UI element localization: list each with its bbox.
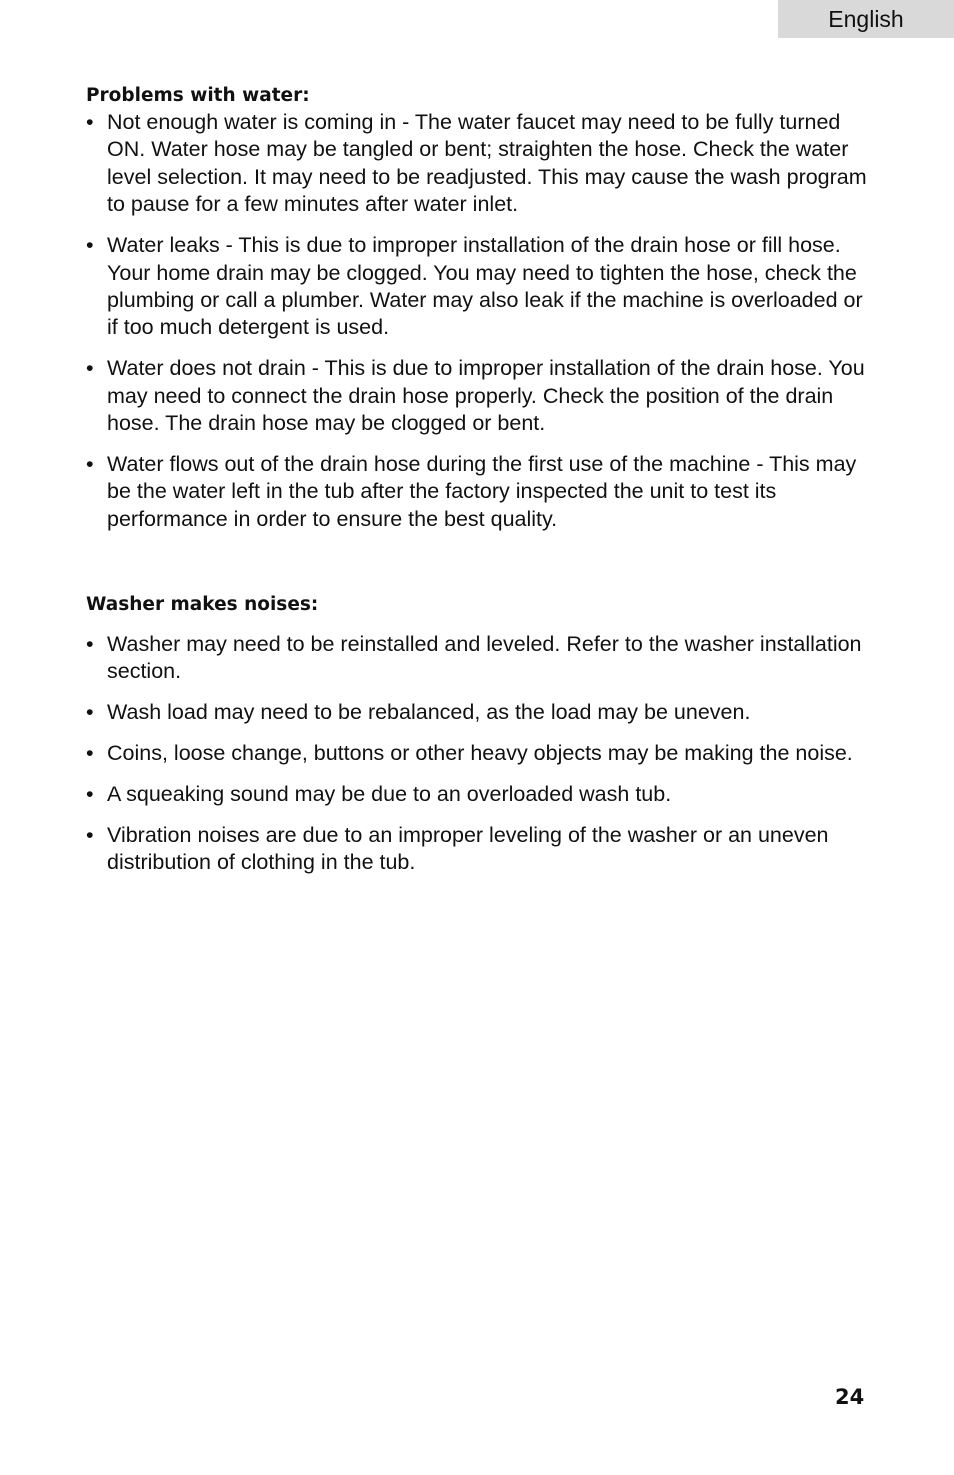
list-item-text: Water flows out of the drain hose during the first use of the machine - This may be the water left in the tub after the factory inspected the unit to test its performance in order to ensure the best quality.	[107, 451, 857, 531]
list-item-text: Wash load may need to be rebalanced, as the load may be uneven.	[107, 700, 751, 724]
section-heading-noises: Washer makes noises:	[86, 593, 319, 615]
bullet-icon: •	[86, 781, 94, 806]
water-problems-list	[86, 109, 876, 533]
bullet-icon: •	[86, 740, 94, 765]
language-tab: English	[778, 0, 954, 38]
section-heading-water: Problems with water:	[86, 85, 310, 106]
page-content	[86, 82, 876, 890]
list-item-text: Not enough water is coming in - The water faucet may need to be fully turned ON. Water hose may be tangled or bent; straighten the hose. Check the water level selection. It may need to be readjusted. This may cause the wash program to pause for a few minutes after water inlet.	[107, 110, 867, 217]
list-item	[86, 232, 876, 342]
list-item	[86, 822, 876, 877]
list-item	[86, 355, 876, 437]
bullet-icon: •	[86, 700, 94, 724]
bullet-icon: •	[86, 631, 94, 656]
list-item-text: Washer may need to be reinstalled and leveled. Refer to the washer installation section.	[107, 631, 862, 684]
list-item	[86, 699, 876, 726]
section-spacer	[86, 547, 876, 591]
list-item-text: A squeaking sound may be due to an overloaded wash tub.	[107, 781, 672, 806]
list-item	[86, 451, 876, 533]
list-item-text: Coins, loose change, buttons or other heavy objects may be making the noise.	[107, 740, 853, 765]
list-item	[86, 631, 876, 686]
page-number: 24	[835, 1385, 865, 1409]
list-item	[86, 740, 876, 767]
list-item-text: Vibration noises are due to an improper leveling of the washer or an uneven distribution of clothing in the tub.	[107, 822, 829, 875]
list-item-text: Water leaks - This is due to improper installation of the drain hose or fill hose. Your home drain may be clogged. You may need to tighten the hose, check the plumbing or call a plumber. Water may also leak if the machine is overloaded or if too much detergent is used.	[107, 233, 863, 340]
list-item-text: Water does not drain - This is due to improper installation of the drain hose. You may need to connect the drain hose properly. Check the position of the drain hose. The drain hose may be clogged or bent.	[107, 356, 865, 436]
bullet-icon: •	[86, 451, 94, 476]
list-item	[86, 781, 876, 808]
bullet-icon: •	[86, 233, 94, 258]
bullet-icon: •	[86, 356, 94, 381]
bullet-icon: •	[86, 822, 94, 847]
noise-problems-list	[86, 631, 876, 877]
bullet-icon: •	[86, 110, 94, 134]
list-item	[86, 109, 876, 219]
